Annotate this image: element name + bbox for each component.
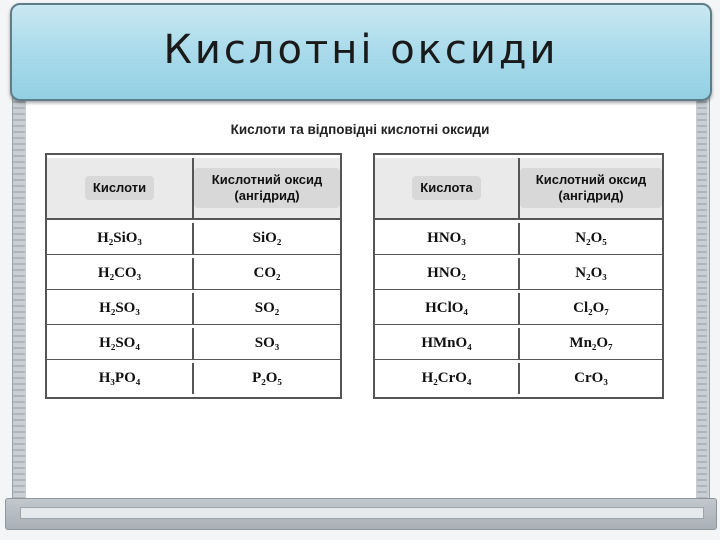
acid-cell: HNO₃ — [375, 223, 520, 255]
oxide-cell: N₂O₃ — [520, 258, 662, 290]
bottom-bar — [5, 498, 717, 530]
acid-cell: H₂SO₄ — [47, 328, 194, 360]
acid-cell: H₂CO₃ — [47, 258, 194, 290]
oxide-cell: N₂O₅ — [520, 223, 662, 255]
column-header-acid: Кислота — [375, 158, 520, 220]
acids-table-right — [373, 153, 664, 399]
oxide-cell: SO₂ — [194, 293, 340, 325]
table-row — [375, 258, 662, 290]
column-header-oxide: Кислотний оксид (ангідрид) — [194, 158, 340, 220]
table-caption: Кислоти та відповідні кислотні оксиди — [230, 122, 490, 137]
acid-cell: H₂SiO₃ — [47, 223, 194, 255]
table-header-row — [47, 158, 340, 220]
table-row — [47, 293, 340, 325]
acid-cell: H₂SO₃ — [47, 293, 194, 325]
table-row — [47, 223, 340, 255]
table-row — [375, 223, 662, 255]
acid-cell: HNO₂ — [375, 258, 520, 290]
left-rail — [13, 95, 25, 500]
column-header-acids: Кислоти — [47, 158, 194, 220]
acid-cell: HClO₄ — [375, 293, 520, 325]
table-row — [47, 363, 340, 394]
oxide-cell: P₂O₅ — [252, 370, 282, 386]
bottom-bar-track — [20, 507, 704, 519]
oxide-cell: CrO₃ — [574, 370, 608, 386]
slide-title: Кислотні оксиди — [163, 27, 559, 73]
acid-cell: HMnO₄ — [375, 328, 520, 360]
oxide-cell: Cl₂O₇ — [520, 293, 662, 325]
oxide-cell: SiO₂ — [194, 223, 340, 255]
oxide-cell: Mn₂O₇ — [520, 328, 662, 360]
acid-cell: H₃PO₄ — [47, 363, 194, 394]
table-row — [375, 363, 662, 394]
table-row — [375, 328, 662, 360]
acid-cell: H₂CrO₄ — [375, 363, 520, 394]
table-header-row — [375, 158, 662, 220]
title-banner — [10, 3, 712, 101]
oxide-cell: SO₃ — [194, 328, 340, 360]
oxide-cell: CO₂ — [194, 258, 340, 290]
table-row — [47, 328, 340, 360]
column-header-oxide: Кислотний оксид (ангідрид) — [520, 158, 662, 220]
table-row — [47, 258, 340, 290]
table-row — [375, 293, 662, 325]
acids-table-left — [45, 153, 342, 399]
